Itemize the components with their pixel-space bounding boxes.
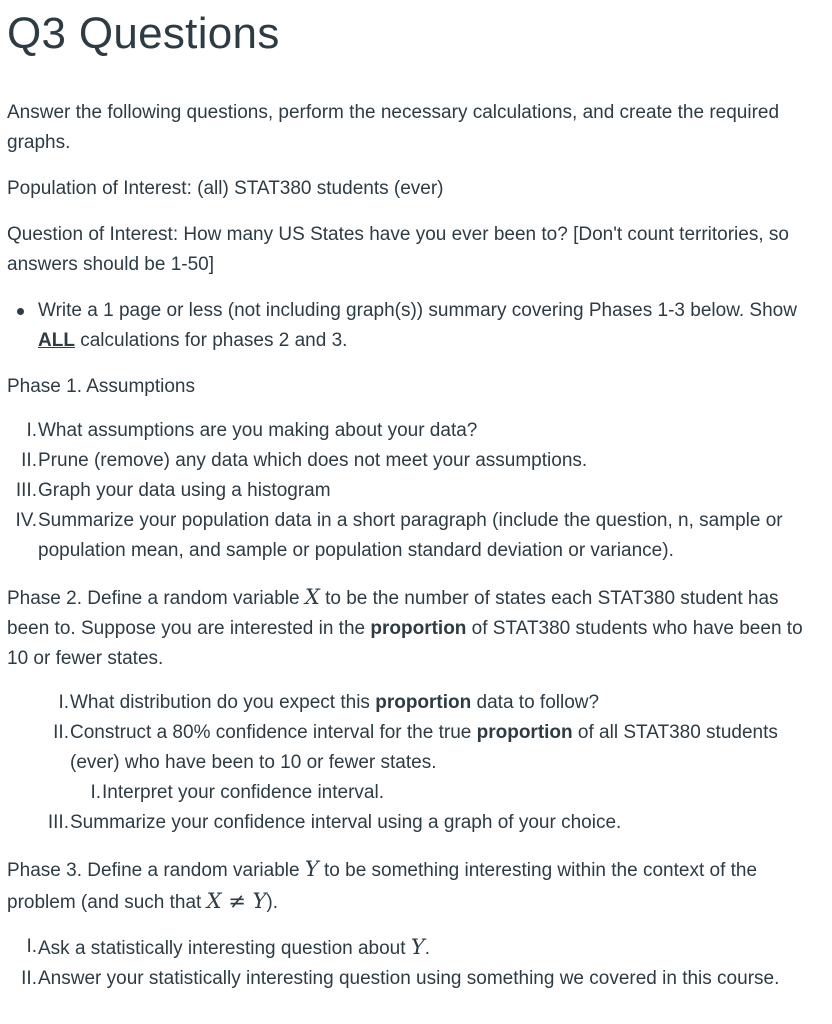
- list-item-text: Interpret your confidence interval.: [102, 782, 384, 803]
- list-item-text: of all STAT380 students (ever) who have been to 10 or fewer states.: [70, 722, 778, 773]
- list-item-number: IV.: [15, 510, 37, 531]
- list-item: [7, 718, 825, 778]
- bullet-text-before: Write a 1 page or less (not including graph(s)) summary covering Phases 1-3 below. Show: [38, 300, 797, 321]
- proportion-bold: proportion: [375, 692, 472, 713]
- list-item: [7, 964, 825, 994]
- phase2-sublist: [7, 778, 825, 808]
- assignment-page: [7, 0, 825, 994]
- summary-bullet-list: [7, 296, 825, 356]
- list-item-text: Construct a 80% confidence interval for the true: [70, 722, 477, 743]
- list-item: [7, 778, 825, 808]
- phase3-text: ).: [266, 892, 278, 913]
- list-item: [7, 476, 825, 506]
- list-item-number: III.: [47, 812, 69, 833]
- list-item-number: III.: [15, 480, 37, 501]
- list-item-number: II.: [21, 968, 37, 989]
- list-item: [7, 416, 825, 446]
- bullet-text-after: calculations for phases 2 and 3.: [74, 330, 348, 351]
- phase3-list: [7, 932, 825, 994]
- phase2-list-cont: [7, 808, 825, 838]
- list-item-number: I.: [26, 420, 37, 441]
- list-item: [7, 932, 825, 964]
- phase2-text: of STAT380 students who have been to 10 or fewer states.: [7, 618, 803, 669]
- list-item-text: Answer your statistically interesting question using something we covered in this course.: [38, 968, 780, 989]
- list-item-number: II.: [21, 450, 37, 471]
- list-item-text: .: [424, 938, 430, 959]
- list-item-text: Prune (remove) any data which does not meet your assumptions.: [38, 450, 588, 471]
- list-item: [7, 446, 825, 476]
- phase2-text: Phase 2. Define a random variable: [7, 588, 305, 609]
- phase3-text: to be something interesting within the context of the problem (and such that: [7, 860, 758, 913]
- bullet-emphasis: ALL: [38, 330, 75, 351]
- phase2-list: [7, 688, 825, 778]
- variable-x: X: [304, 585, 320, 609]
- list-item-number: I.: [26, 936, 37, 957]
- phase2-paragraph: [7, 582, 825, 674]
- list-item-text: data to follow?: [471, 692, 600, 713]
- list-item: [7, 688, 825, 718]
- list-item-text: What assumptions are you making about your data?: [38, 420, 478, 441]
- proportion-bold: proportion: [476, 722, 573, 743]
- proportion-bold: proportion: [370, 618, 467, 639]
- list-item-number: II.: [53, 722, 69, 743]
- list-item-number: I.: [90, 782, 101, 803]
- phase1-list: [7, 416, 825, 566]
- population-paragraph: Population of Interest: (all) STAT380 students (ever): [7, 178, 444, 199]
- list-item: [7, 506, 825, 566]
- list-item-text: Summarize your population data in a short paragraph (include the question, n, sample or population mean, and sample or population standard deviation or variance).: [38, 510, 783, 561]
- list-item-text: Ask a statistically interesting question about: [38, 938, 411, 959]
- list-item: [7, 808, 825, 838]
- variable-y: Y: [304, 857, 319, 881]
- formula-x-neq-y: X ≠ Y: [206, 889, 267, 913]
- list-item-number: I.: [58, 692, 69, 713]
- summary-bullet-item: [38, 296, 825, 356]
- phase3-text: Phase 3. Define a random variable: [7, 860, 305, 881]
- list-item-text: Graph your data using a histogram: [38, 480, 331, 501]
- phase1-heading: Phase 1. Assumptions: [7, 376, 195, 397]
- phase3-paragraph: [7, 854, 825, 918]
- phase2-text: to be the number of states each STAT380 student has been to. Suppose you are interested in the: [7, 588, 779, 639]
- page-title: Q3 Questions: [7, 9, 280, 58]
- list-item-text: Summarize your confidence interval using a graph of your choice.: [70, 812, 622, 833]
- intro-paragraph: Answer the following questions, perform the necessary calculations, and create the required graphs.: [7, 102, 780, 153]
- variable-y: Y: [410, 935, 425, 959]
- list-item-text: What distribution do you expect this: [70, 692, 376, 713]
- question-paragraph: Question of Interest: How many US States have you ever been to? [Don't count territories, so answers should be 1-50]: [7, 224, 789, 275]
